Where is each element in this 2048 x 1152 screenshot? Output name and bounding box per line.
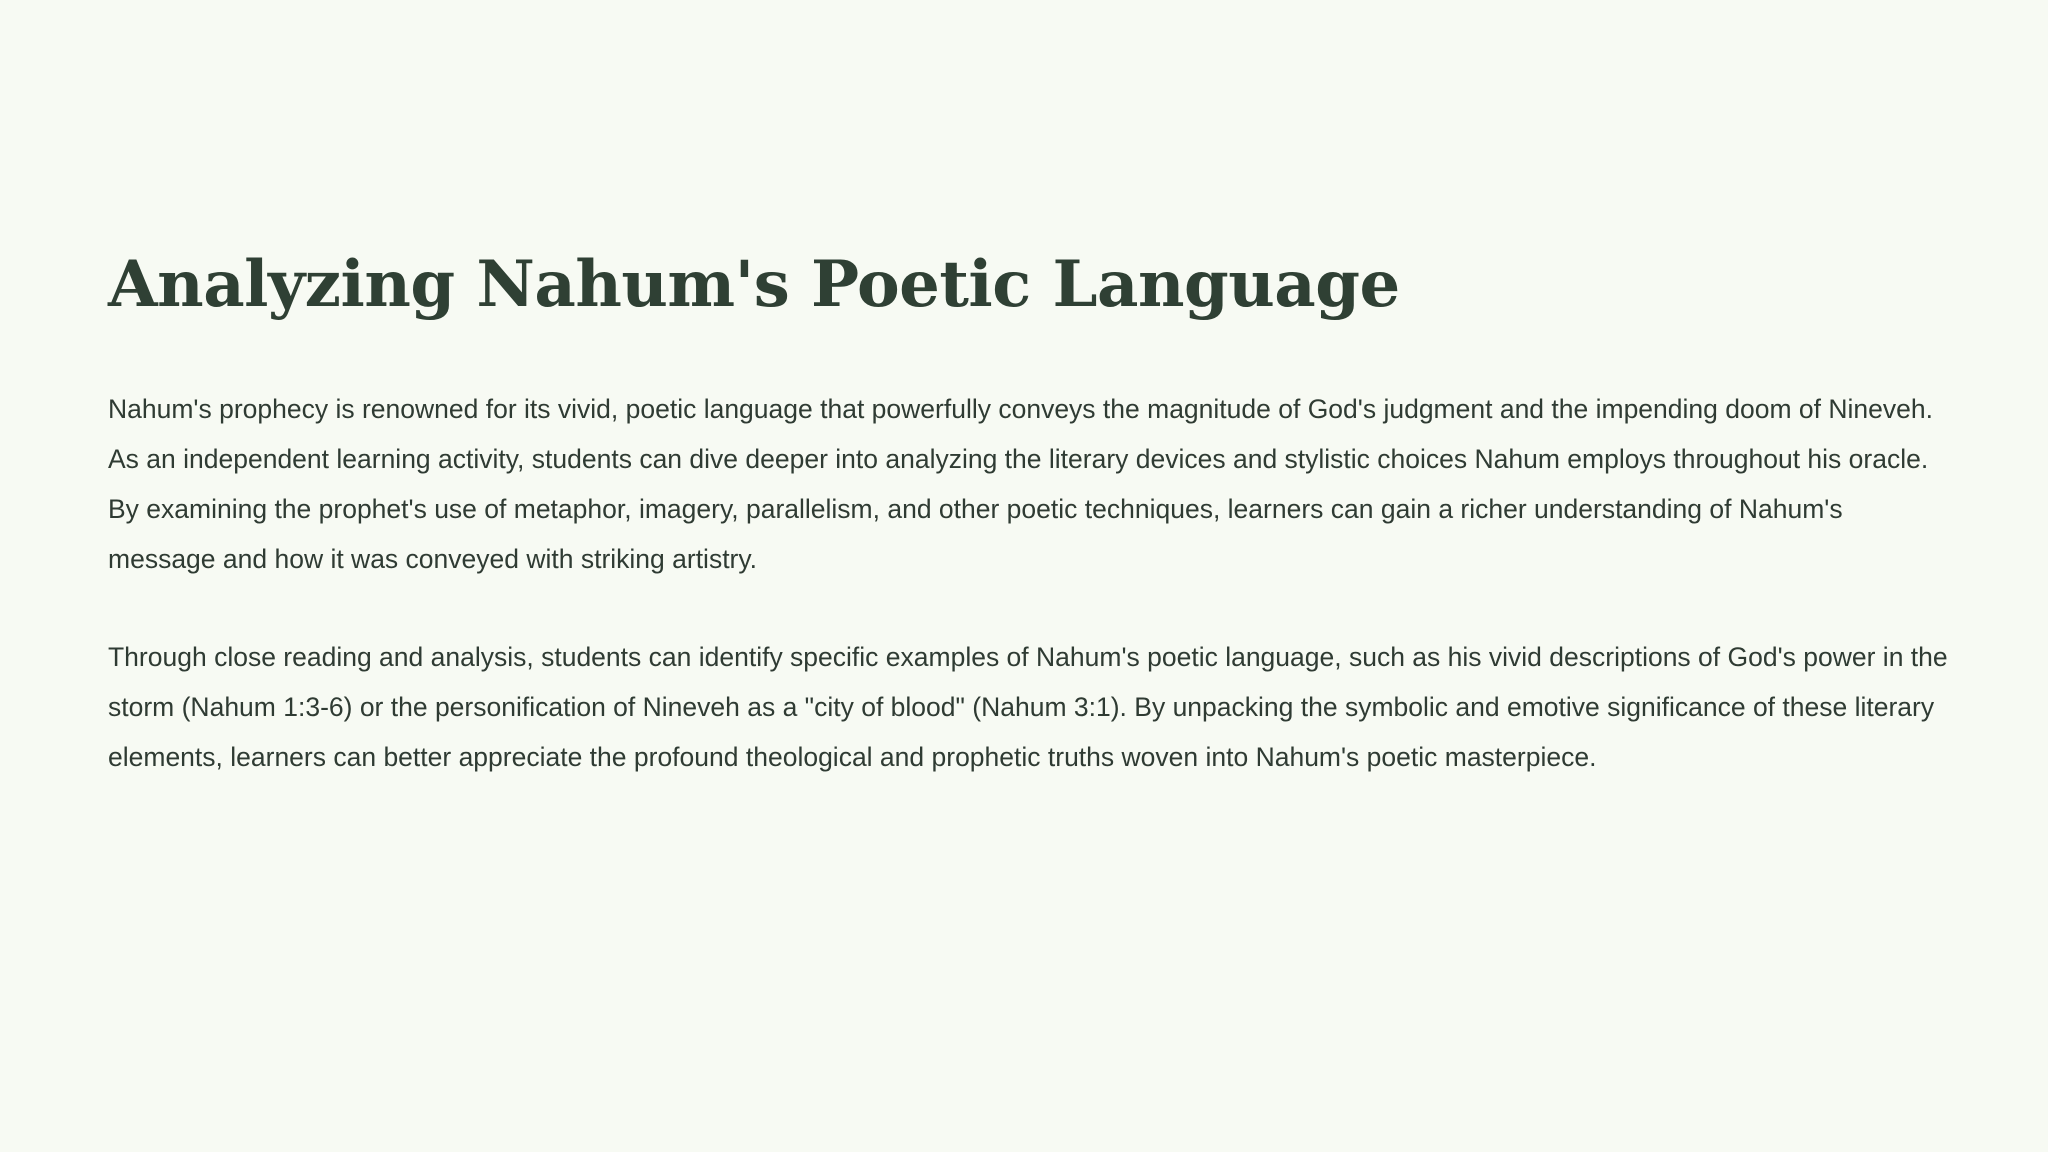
document-content — [108, 248, 1958, 782]
page-title: Analyzing Nahum's Poetic Language — [108, 247, 1400, 322]
body-paragraph-2: Through close reading and analysis, students can identify specific examples of Nahum's poetic language, such as his vivid descriptions of God's power in the storm (Nahum 1:3-6) or the personification of Nineveh as a "city of blood" (Nahum 3:1). By unpacking the symbolic and emotive significance of these literary elements, learners can better appreciate the profound theological and prophetic truths woven into Nahum's poetic masterpiece. — [108, 641, 1948, 772]
body-paragraph-1: Nahum's prophecy is renowned for its vivid, poetic language that powerfully conveys the magnitude of God's judgment and the impending doom of Nineveh. As an independent learning activity, students can dive deeper into analyzing the literary devices and stylistic choices Nahum employs throughout his oracle. By examining the prophet's use of metaphor, imagery, parallelism, and other poetic techniques, learners can gain a richer understanding of Nahum's message and how it was conveyed with striking artistry. — [108, 393, 1933, 574]
